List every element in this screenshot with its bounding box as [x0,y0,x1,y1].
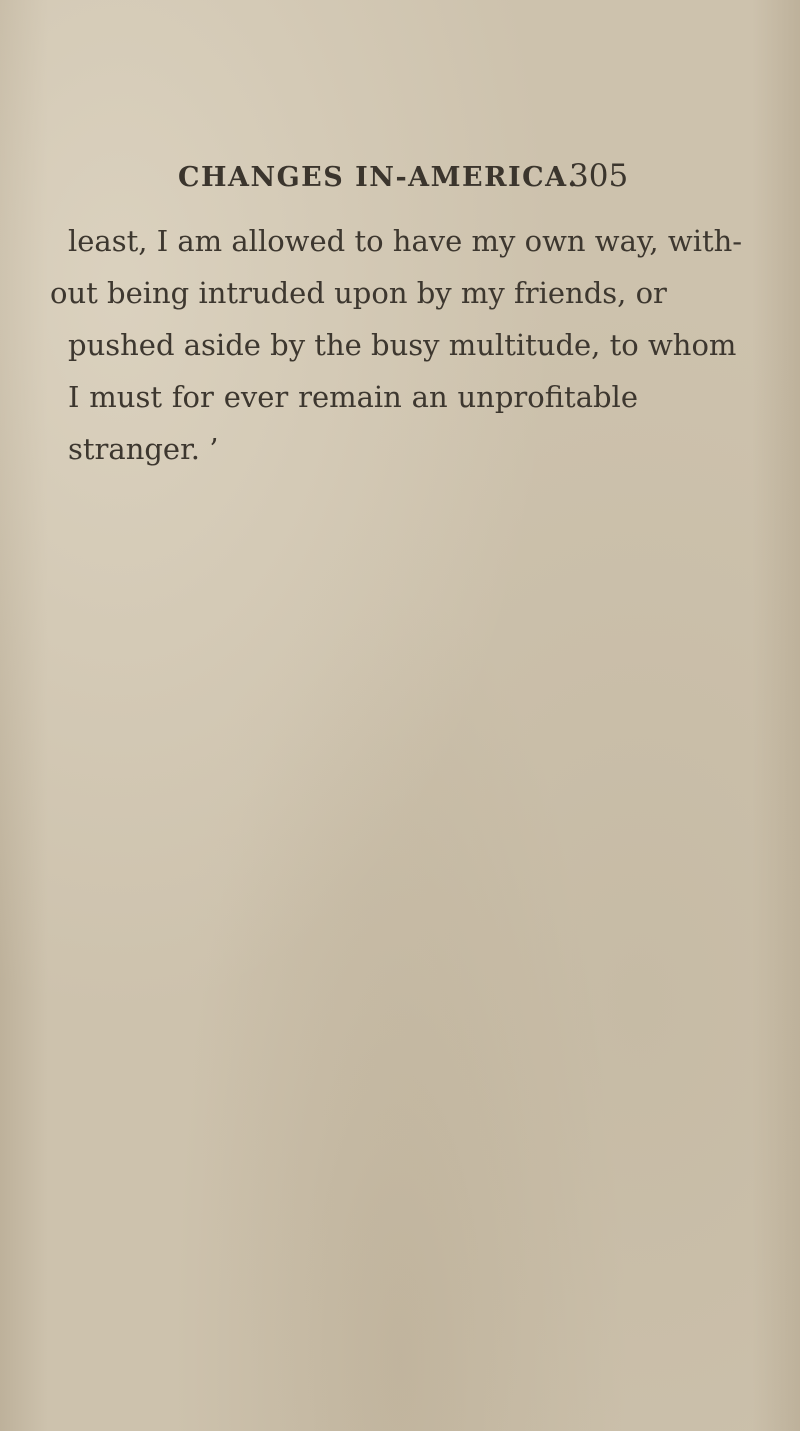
running-title: CHANGES IN-AMERICA. [178,162,579,193]
text-line: stranger. ’ [68,432,219,466]
text-line: out being intruded upon by my friends, or [50,276,667,310]
text-line: I must for ever remain an unprofitable [68,380,638,414]
page-number: 305 [569,158,629,194]
text-line: pushed aside by the busy multitude, to whom [68,328,737,362]
text-line: least, I am allowed to have my own way, with- [68,224,743,258]
running-head [0,158,800,212]
body-text [50,215,743,475]
